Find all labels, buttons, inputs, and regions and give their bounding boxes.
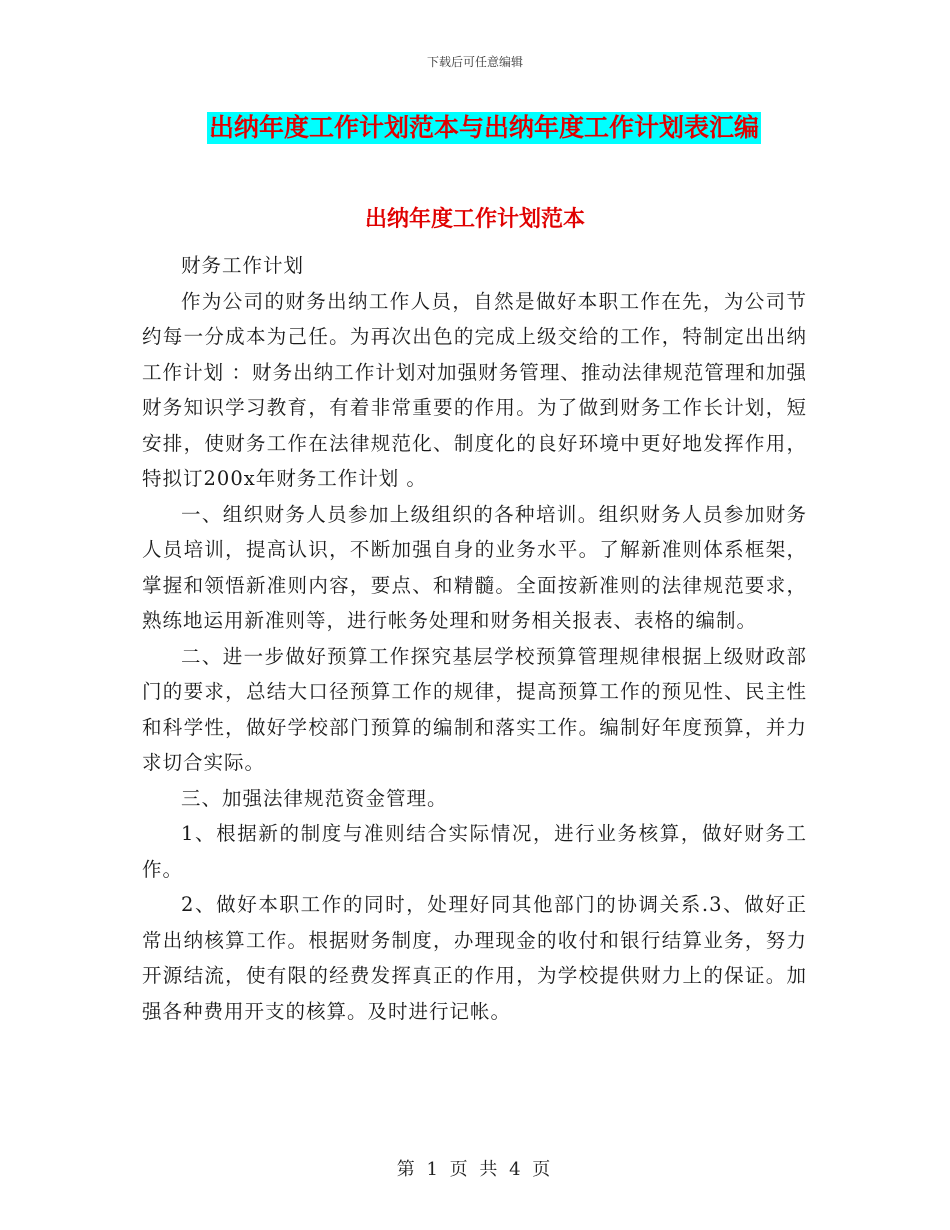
- paragraph: 一、组织财务人员参加上级组织的各种培训。组织财务人员参加财务人员培训，提高认识，不断加强自身的业务水平。了解新准则体系框架，掌握和领悟新准则内容，要点、和精髓。全面按新准则的法律规范要求，熟练地运用新准则等，进行帐务处理和财务相关报表、表格的编制。: [142, 502, 807, 632]
- paragraph: 三、加强法律规范资金管理。: [181, 786, 448, 810]
- document-body: [142, 248, 807, 1029]
- header-note: 下载后可任意编辑: [426, 55, 523, 69]
- paragraph: 财务工作计划: [181, 254, 305, 277]
- sub-title: 出纳年度工作计划范本: [364, 206, 585, 232]
- paragraph: 2、做好本职工作的同时，处理好同其他部门的协调关系.3、做好正常出纳核算工作。根据财务制度，办理现金的收付和银行结算业务，努力开源结流，使有限的经费发挥真正的作用，为学校提供财力上的保证。加强各种费用开支的核算。及时进行记帐。: [142, 893, 807, 1023]
- paragraph: 1、根据新的制度与准则结合实际情况，进行业务核算，做好财务工作。: [142, 822, 807, 881]
- paragraph: 作为公司的财务出纳工作人员，自然是做好本职工作在先，为公司节约每一分成本为己任。为再次出色的完成上级交给的工作，特制定出出纳工作计划 ：财务出纳工作计划对加强财务管理、推动法律规范管理和加强财务知识学习教育，有着非常重要的作用。为了做到财务工作长计划，短安排，使财务工作在法律规范化、制度化的良好环境中更好地发挥作用，特拟订200x年财务工作计划 。: [142, 289, 807, 490]
- paragraph: 二、进一步做好预算工作探究基层学校预算管理规律根据上级财政部门的要求，总结大口径预算工作的规律，提高预算工作的预见性、民主性和科学性，做好学校部门预算的编制和落实工作。编制好年度预算，并力求切合实际。: [142, 644, 807, 774]
- main-title: 出纳年度工作计划范本与出纳年度工作计划表汇编: [209, 113, 760, 142]
- page-footer: 第 1 页 共 4 页: [396, 1159, 554, 1180]
